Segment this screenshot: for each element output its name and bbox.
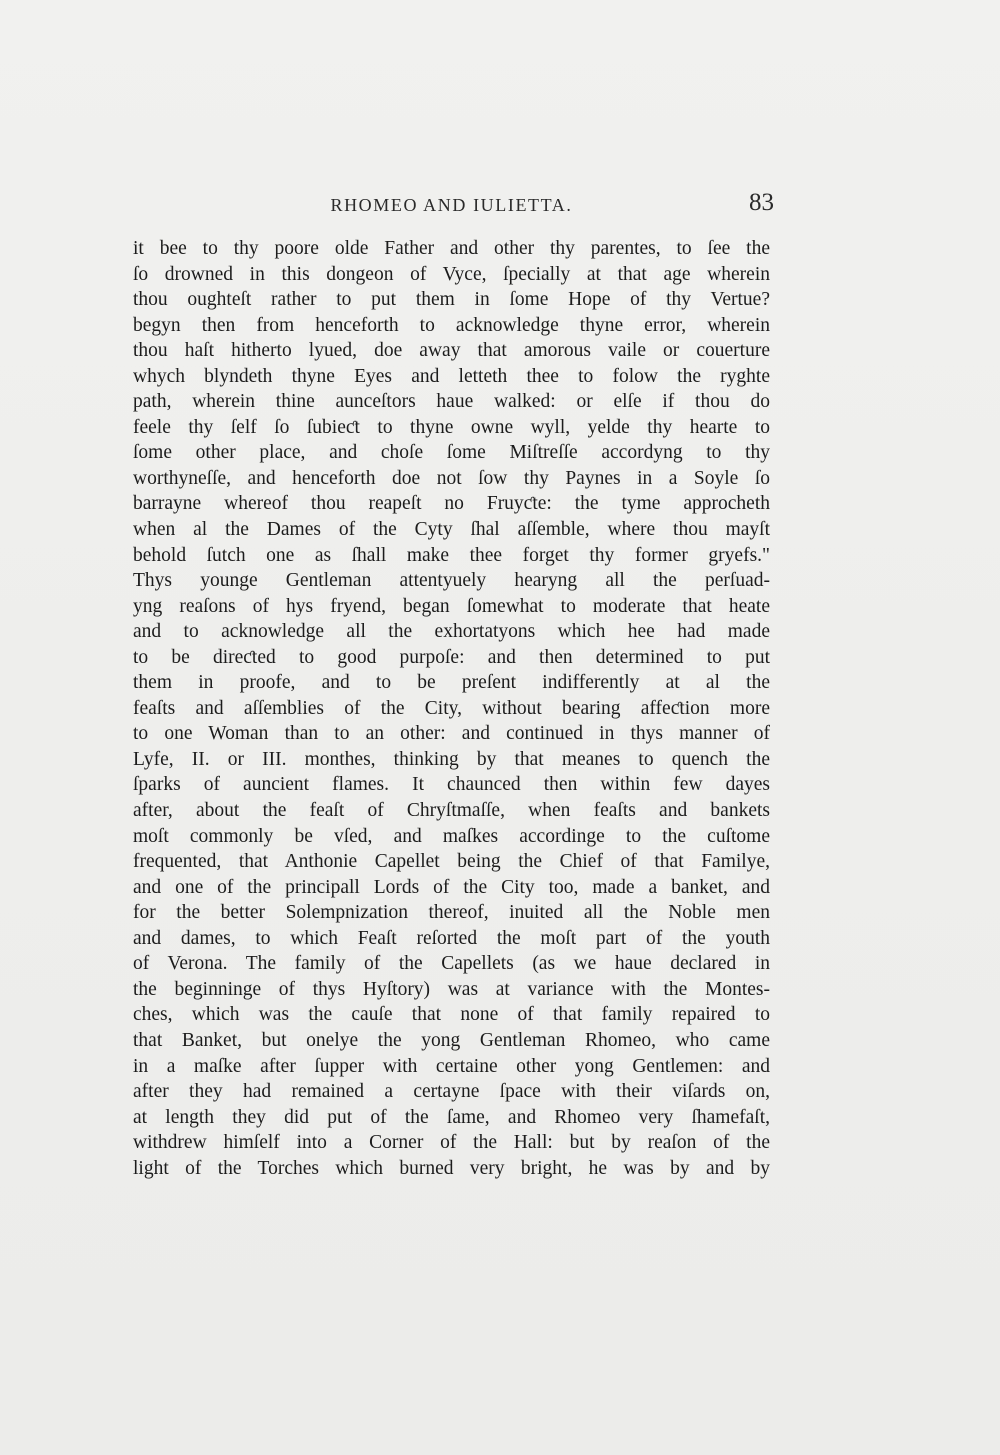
text-line: and one of the principall Lords of the City too, made a banket, and xyxy=(133,876,770,898)
text-line: in a maſke after ſupper with certaine other yong Gentlemen: and xyxy=(133,1055,770,1077)
text-line: to one Woman than to an other: and continued in thys manner of xyxy=(133,723,770,745)
text-line: worthyneſſe, and henceforth doe not ſow thy Paynes in a Soyle ſo xyxy=(133,467,770,489)
text-line: ches, which was the cauſe that none of that family repaired to xyxy=(133,1004,770,1026)
text-line: after they had remained a certayne ſpace with their viſards on, xyxy=(133,1081,770,1103)
page-number: 83 xyxy=(749,189,774,216)
text-line: light of the Torches which burned very bright, he was by and by xyxy=(133,1157,770,1179)
text-line: ſo drowned in this dongeon of Vyce, ſpecially at that age wherein xyxy=(133,263,770,285)
text-line: thou oughteſt rather to put them in ſome Hope of thy Vertue? xyxy=(133,289,770,311)
text-line: path, wherein thine aunceſtors haue walked: or elſe if thou do xyxy=(133,391,770,413)
text-line: feaſts and aſſemblies of the City, without bearing affeƈtion more xyxy=(133,697,770,719)
text-line: begyn then from henceforth to acknowledge thyne error, wherein xyxy=(133,314,770,336)
text-line: of Verona. The family of the Capellets (as we haue declared in xyxy=(133,953,770,975)
text-line: ſparks of auncient flames. It chaunced then within few dayes xyxy=(133,774,770,796)
text-line: them in proofe, and to be preſent indifferently at al the xyxy=(133,672,770,694)
text-line: and dames, to which Feaſt reſorted the moſt part of the youth xyxy=(133,927,770,949)
text-line: that Banket, but onelye the yong Gentleman Rhomeo, who came xyxy=(133,1029,770,1051)
text-line: behold ſutch one as ſhall make thee forget thy former gryefs." xyxy=(133,544,770,566)
text-line: moſt commonly be vſed, and maſkes accordinge to the cuſtome xyxy=(133,825,770,847)
text-line: barrayne whereof thou reapeſt no Fruyƈte: the tyme approcheth xyxy=(133,493,770,515)
text-line: Lyfe, II. or III. monthes, thinking by that meanes to quench the xyxy=(133,748,770,770)
text-line: thou haſt hitherto lyued, doe away that amorous vaile or couerture xyxy=(133,340,770,362)
text-line: for the better Solempnization thereof, inuited all the Noble men xyxy=(133,902,770,924)
text-line: after, about the feaſt of Chryſtmaſſe, when feaſts and bankets xyxy=(133,800,770,822)
text-line: it bee to thy poore olde Father and other thy parentes, to ſee the xyxy=(133,238,770,259)
running-title: RHOMEO AND IULIETTA. xyxy=(330,195,573,215)
text-line: when al the Dames of the Cyty ſhal aſſemble, where thou mayſt xyxy=(133,519,770,541)
text-line: yng reaſons of hys fryend, began ſomewhat to moderate that heate xyxy=(133,595,770,617)
text-line: ſome other place, and choſe ſome Miſtreſſe accordyng to thy xyxy=(133,442,770,464)
text-line: to be direƈted to good purpoſe: and then determined to put xyxy=(133,646,770,668)
text-line: frequented, that Anthonie Capellet being the Chief of that Familye, xyxy=(133,851,770,873)
text-line: withdrew himſelf into a Corner of the Hall: but by reaſon of the xyxy=(133,1132,770,1154)
text-line: at length they did put of the ſame, and Rhomeo very ſhamefaſt, xyxy=(133,1106,770,1128)
body-text xyxy=(133,236,770,1181)
running-head xyxy=(133,189,774,225)
text-line: whych blyndeth thyne Eyes and letteth thee to folow the ryghte xyxy=(133,365,770,387)
text-line: Thys younge Gentleman attentyuely hearyng all the perſuad- xyxy=(133,570,770,592)
text-line: the beginninge of thys Hyſtory) was at variance with the Montes- xyxy=(133,978,770,1000)
text-line: and to acknowledge all the exhortatyons which hee had made xyxy=(133,621,770,643)
text-line: feele thy ſelf ſo ſubieƈt to thyne owne wyll, yelde thy hearte to xyxy=(133,416,770,438)
